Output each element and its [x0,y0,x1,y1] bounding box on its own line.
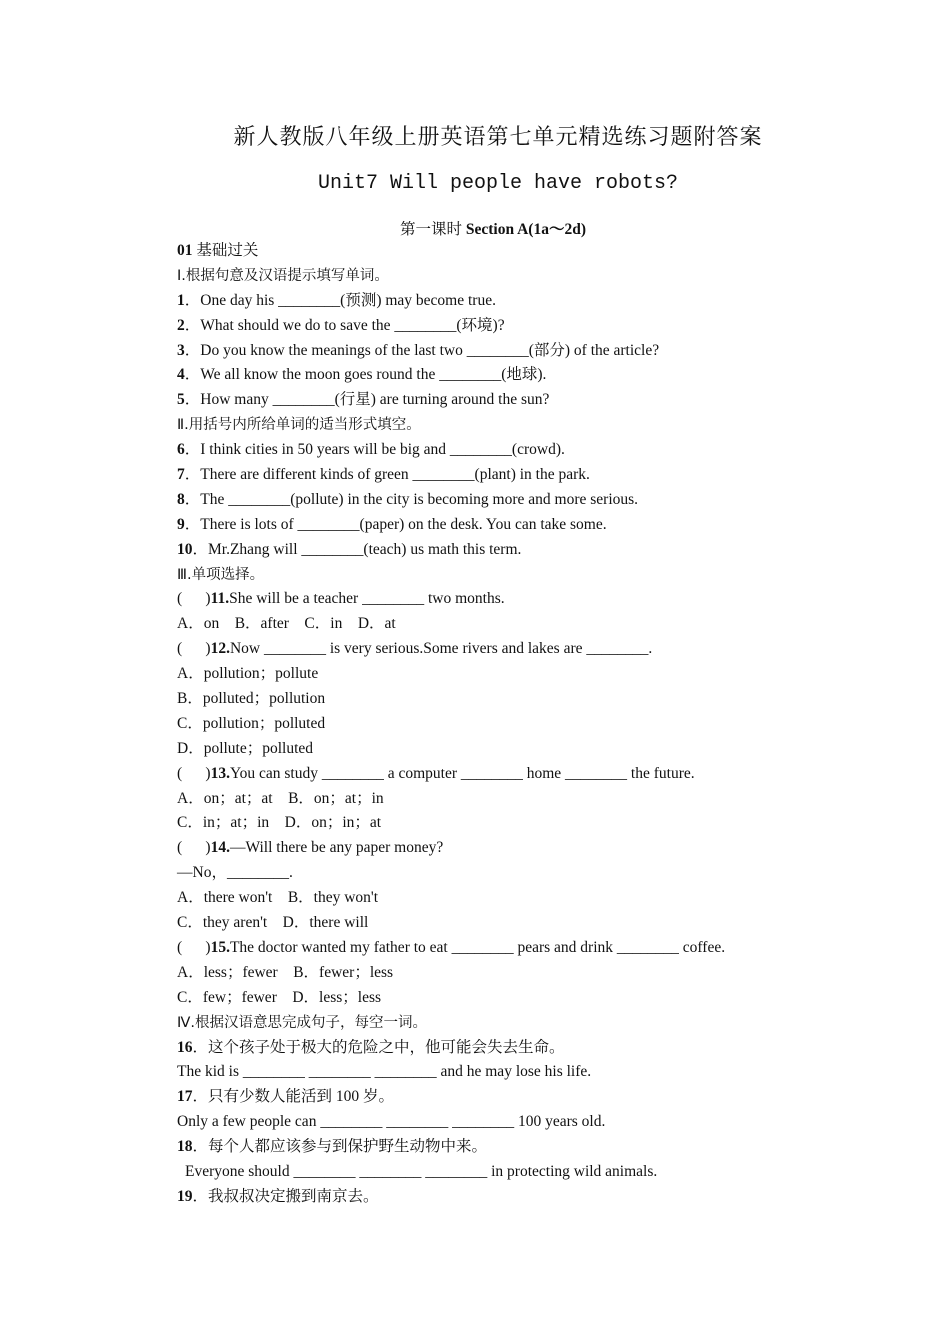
question-text: ．只有少数人能活到 100 岁。 [192,1088,395,1106]
text-line: C．they aren't D．there will [177,914,369,932]
question-text: ．每个人都应该参与到保护野生动物中来。 [192,1138,488,1156]
question-text: She will be a teacher ________ two months. [229,590,505,608]
section-heading: Ⅳ.根据汉语意思完成句子，每空一词。 [177,1014,427,1031]
choice-question [177,762,817,787]
question-line [177,1185,817,1210]
section-heading: Ⅱ.用括号内所给单词的适当形式填空。 [177,417,421,434]
section-heading: Ⅰ.根据句意及汉语提示填写单词。 [177,267,389,284]
question-text: ．How many ________(行星) are turning around the sun? [184,391,550,409]
question-number: 3 [177,341,185,359]
question-number: 9 [177,515,185,533]
question-number: 19 [177,1187,193,1205]
basics-heading [177,239,817,264]
question-number: 4 [177,366,185,384]
question-text: ．We all know the moon goes round the ________(地球). [184,366,547,384]
text-line: D．pollute；polluted [177,739,314,757]
question-number: 8 [177,490,185,508]
answer-bracket: ( ) [177,839,211,857]
text-line: A．on；at；at B．on；at；in [177,789,384,807]
question-line [177,538,817,563]
choice-question [177,936,817,961]
text-line: —No，________. [177,864,293,882]
answer-bracket: ( ) [177,590,211,608]
question-text: ．这个孩子处于极大的危险之中，他可能会失去生命。 [192,1038,565,1056]
text-line: C．few；fewer D．less；less [177,988,382,1006]
question-number: 2 [177,316,185,334]
question-line [177,1085,817,1110]
question-line [177,363,817,388]
question-number: 7 [177,466,185,484]
text-line: C．in；at；in D．on；in；at [177,814,382,832]
question-line [177,1036,817,1061]
heading-text: 基础过关 [192,242,259,259]
document-title: 新人教版八年级上册英语第七单元精选练习题附答案 [233,124,763,149]
exercise-content [177,239,817,1210]
question-line [177,388,817,413]
text-line: A．pollution；pollute [177,665,319,683]
question-line [177,438,817,463]
lesson-prefix: 第一课时 [399,221,462,238]
text-line: A．less；fewer B．fewer；less [177,963,394,981]
question-text: The doctor wanted my father to eat ________ pears and drink ________ coffee. [229,938,726,956]
unit-title: Unit7 Will people have robots? [317,172,679,195]
text-line: B．polluted；pollution [177,690,326,708]
heading-number: 01 [177,242,193,259]
answer-bracket: ( ) [177,640,211,658]
question-number: 16 [177,1038,193,1056]
question-text: ．Do you know the meanings of the last two ________(部分) of the article? [184,341,660,359]
section-heading: Ⅲ.单项选择。 [177,566,265,583]
question-text: ．One day his ________(预测) may become true. [184,291,496,309]
question-number: 1 [177,291,185,309]
text-line: Everyone should ________ ________ ________ in protecting wild animals. [185,1162,658,1180]
question-text: —Will there be any paper money? [229,839,444,857]
question-line [177,314,817,339]
question-text: ．What should we do to save the ________(环境)? [184,316,505,334]
text-line: A．on B．after C．in D．at [177,615,396,633]
lesson-heading [0,217,950,239]
question-line [177,1135,817,1160]
question-line [177,488,817,513]
question-text: ．Mr.Zhang will ________(teach) us math this term. [192,540,522,558]
question-line [177,513,817,538]
question-line [177,289,817,314]
text-line: C．pollution；polluted [177,714,326,732]
question-number: 6 [177,441,185,459]
question-line [177,339,817,364]
choice-question [177,637,817,662]
question-number: 10 [177,540,193,558]
question-text: ．There is lots of ________(paper) on the desk. You can take some. [184,515,607,533]
question-text: ．There are different kinds of green ________(plant) in the park. [184,466,590,484]
text-line: A．there won't B．they won't [177,889,379,907]
answer-bracket: ( ) [177,938,211,956]
question-number: 14. [210,839,230,857]
question-number: 13. [210,764,230,782]
question-text: ．I think cities in 50 years will be big and ________(crowd). [184,441,565,459]
answer-bracket: ( ) [177,764,211,782]
question-text: ．The ________(pollute) in the city is becoming more and more serious. [184,490,639,508]
question-number: 11. [210,590,230,608]
text-line: Only a few people can ________ ________ ________ 100 years old. [177,1113,606,1131]
choice-question [177,587,817,612]
question-text: ．我叔叔决定搬到南京去。 [192,1187,379,1205]
exercise-lines [177,264,817,1210]
question-number: 18 [177,1138,193,1156]
question-number: 17 [177,1088,193,1106]
question-number: 5 [177,391,185,409]
question-text: Now ________ is very serious.Some rivers and lakes are ________. [229,640,653,658]
question-number: 12. [210,640,230,658]
choice-question [177,836,817,861]
question-line [177,463,817,488]
question-number: 15. [210,938,230,956]
text-line: The kid is ________ ________ ________ and he may lose his life. [177,1063,592,1081]
lesson-section-label: Section A(1a～2d) [465,221,587,238]
question-text: You can study ________ a computer ________ home ________ the future. [229,764,695,782]
